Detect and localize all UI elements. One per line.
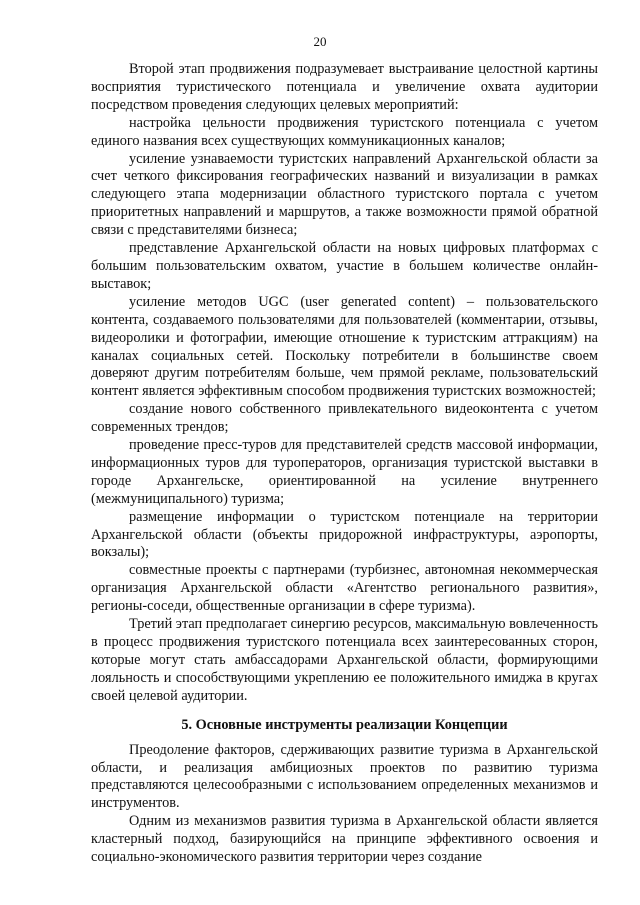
- paragraph: усиление узнаваемости туристских направлений Архангельской области за счет четкого фиксирования географических названий и визуализации в рамках следующего этапа модернизации областного туристского портала с учетом приоритетных направлений и маршрутов, а также возможности прямой обратной связи с представителями бизнеса;: [91, 150, 598, 239]
- paragraph: размещение информации о туристском потенциале на территории Архангельской области (объекты придорожной инфраструктуры, аэропорты, вокзалы);: [91, 508, 598, 561]
- paragraph: настройка цельности продвижения туристского потенциала с учетом единого названия всех существующих коммуникационных каналов;: [91, 114, 598, 149]
- paragraph: представление Архангельской области на новых цифровых платформах с большим пользовательским охватом, участие в большем количестве онлайн-выставок;: [91, 240, 598, 292]
- paragraph: проведение пресс-туров для представителей средств массовой информации, информационных туров для туроператоров, организация туристской выставки в городе Архангельске, ориентированной на усиление внутреннего (межмуниципального) туризма;: [91, 437, 598, 507]
- paragraph: усиление методов UGC (user generated content) – пользовательского контента, создаваемого пользователями для пользователей (комментарии, отзывы, видеоролики и фотографии, имеющие отношение к туристским аттракциям) на каналах социальных сетей. Поскольку потребители в большинстве своем доверяют другим потребителям больше, чем прямой рекламе, пользовательский контент является эффективным способом продвижения туристских возможностей;: [91, 293, 598, 400]
- paragraph: совместные проекты с партнерами (турбизнес, автономная некоммерческая организация Архангельской области «Агентство регионального развития», регионы-соседи, общественные организации в сфере туризма).: [91, 562, 598, 615]
- section-heading: 5. Основные инструменты реализации Концепции: [181, 716, 508, 733]
- paragraph: Третий этап предполагает синергию ресурсов, максимальную вовлеченность в процесс продвижения туристского потенциала всех заинтересованных сторон, которые могут стать амбассадорами Архангельской области, формирующими лояльность и способствующими укреплению ее положительного имиджа в кругах своей целевой аудитории.: [91, 616, 599, 704]
- paragraph: Второй этап продвижения подразумевает выстраивание целостной картины восприятия туристического потенциала и увеличение охвата аудитории посредством проведения следующих целевых мероприятий:: [91, 61, 598, 113]
- paragraph: создание нового собственного привлекательного видеоконтента с учетом современных трендов;: [91, 401, 598, 436]
- paragraph: Одним из механизмов развития туризма в Архангельской области является кластерный подход, базирующийся на принципе эффективного освоения и социально-экономического развития территории через создание: [91, 813, 598, 866]
- paragraph: Преодоление факторов, сдерживающих развитие туризма в Архангельской области, и реализация амбициозных проектов по развитию туризма представляются целесообразными с использованием определенных механизмов и инструментов.: [91, 741, 598, 812]
- page-number: 20: [313, 34, 327, 49]
- document-body: [91, 61, 598, 867]
